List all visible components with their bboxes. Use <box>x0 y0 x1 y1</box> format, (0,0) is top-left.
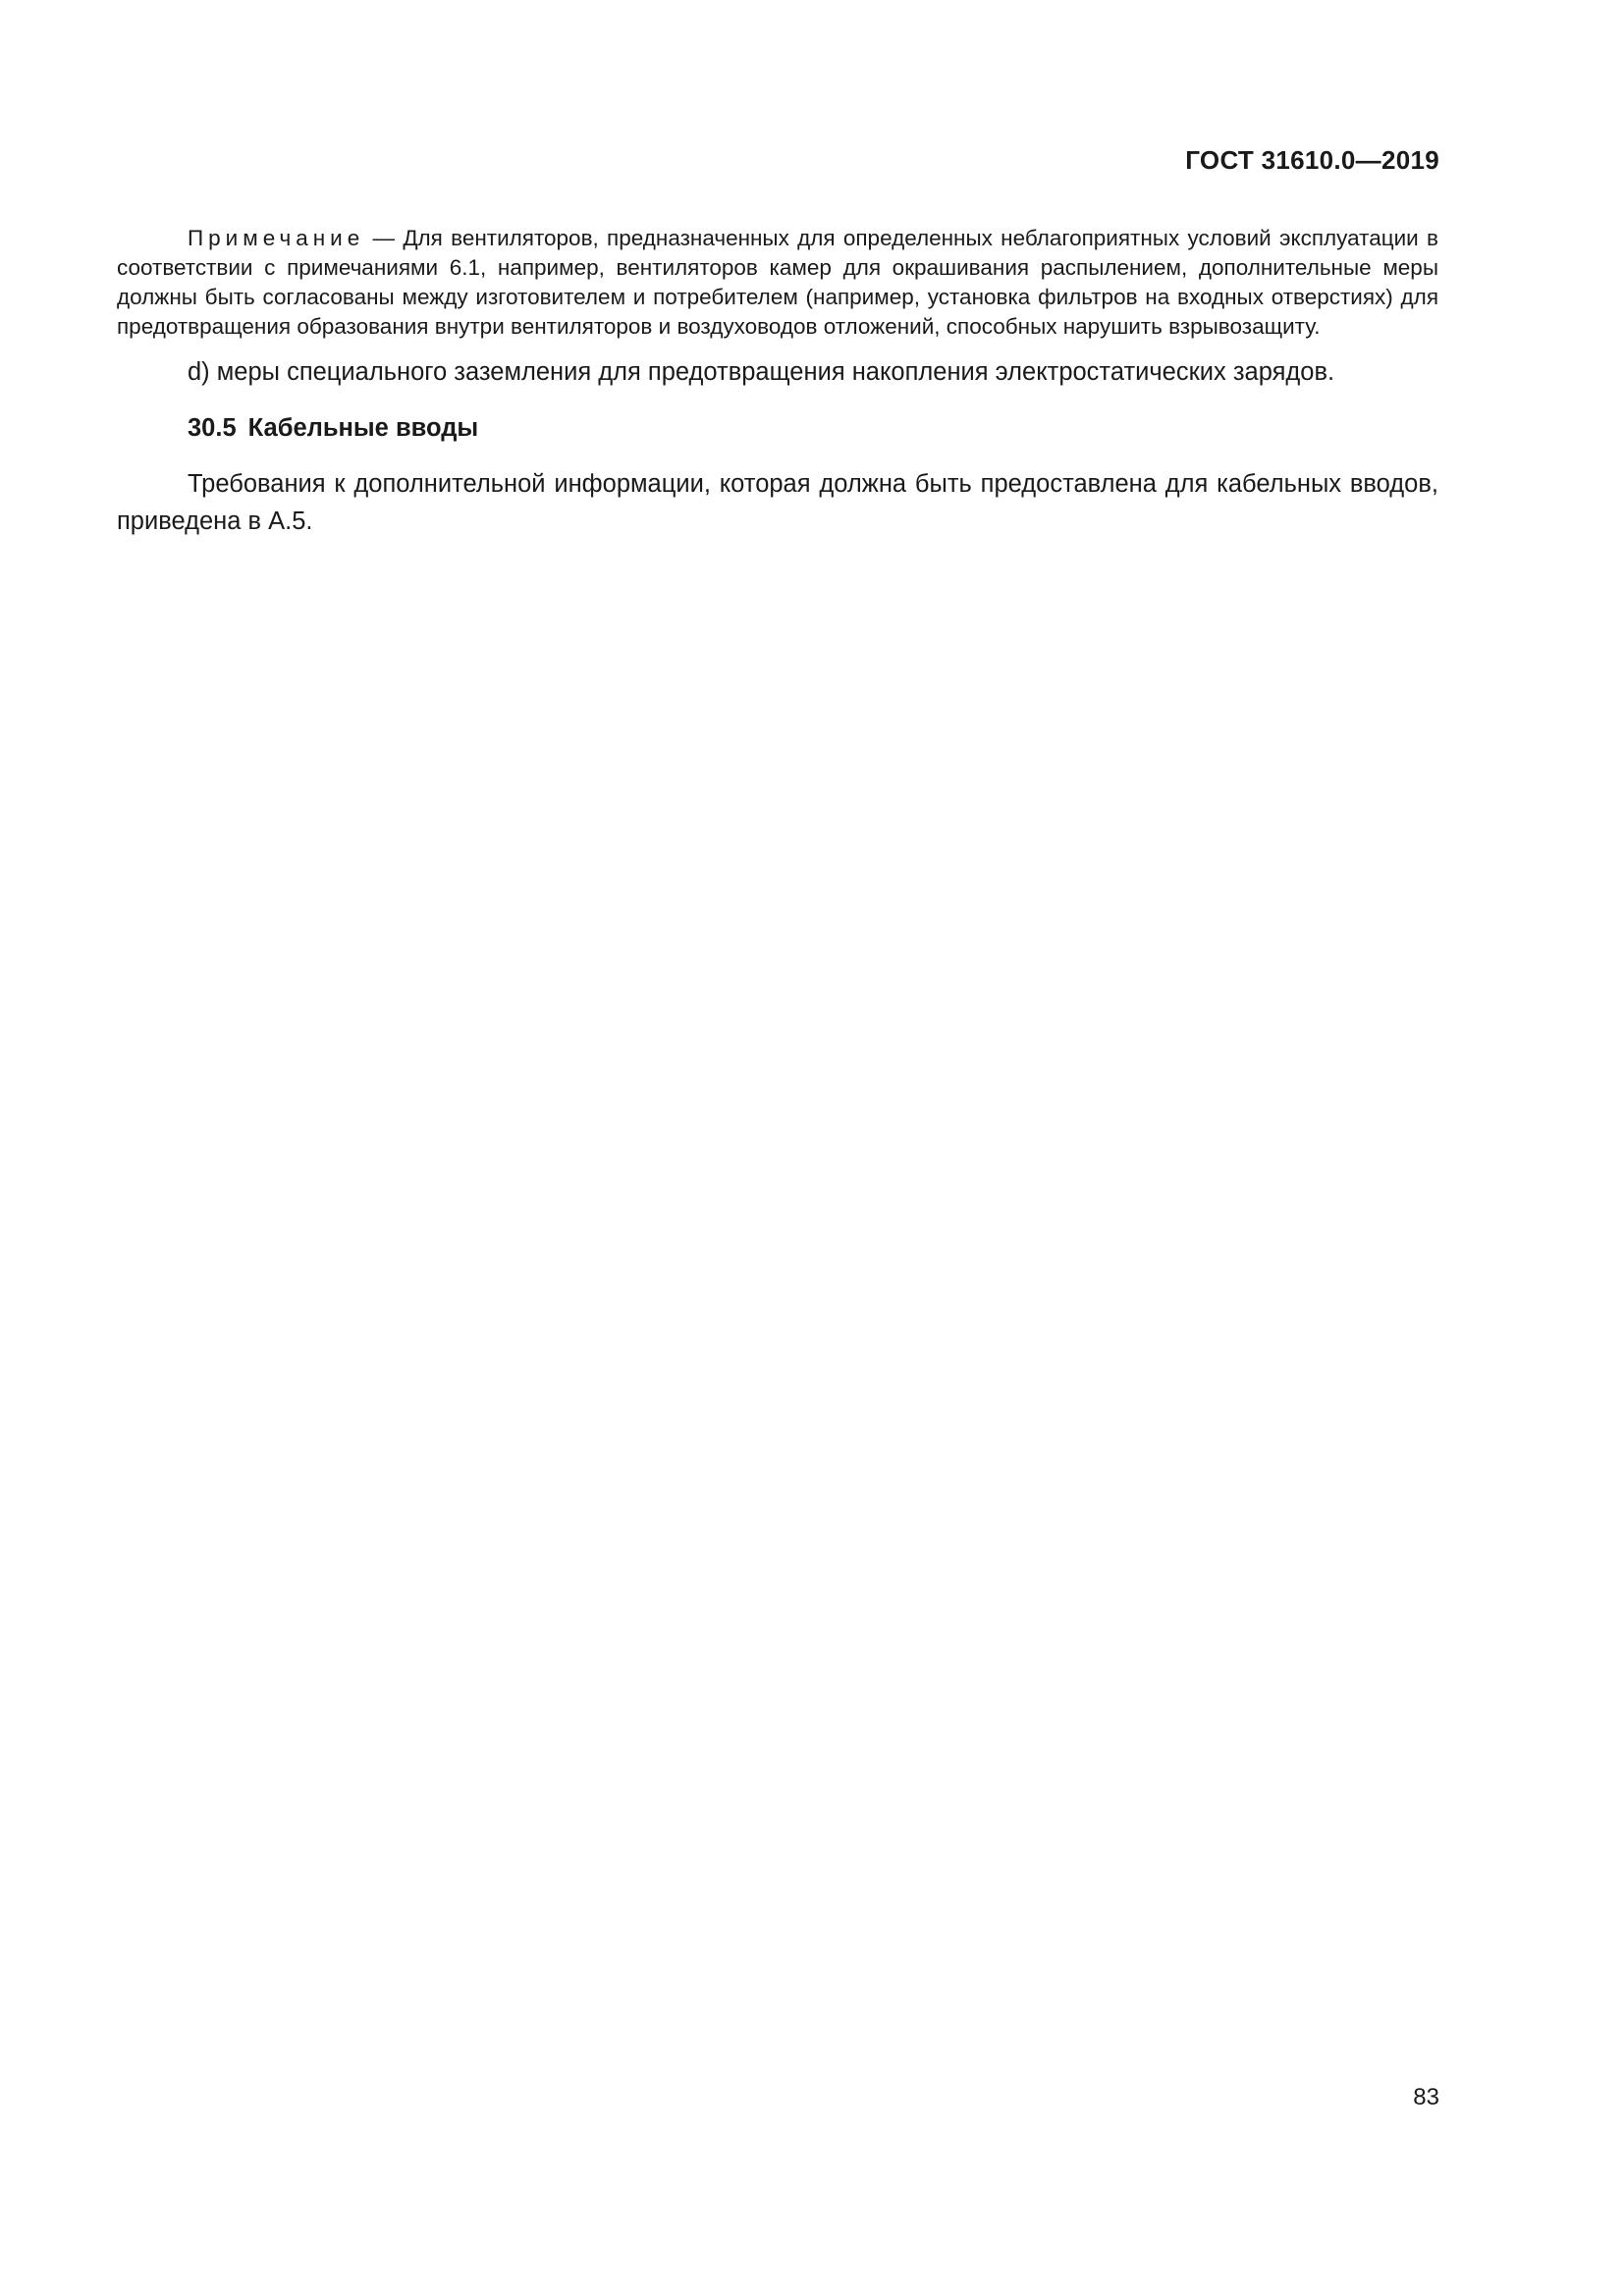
page-number: 83 <box>1413 2084 1439 2110</box>
document-id-header: ГОСТ 31610.0—2019 <box>1185 145 1439 175</box>
note-text: Для вентиляторов, предназначенных для определенных неблагоприятных условий эксплуатации в соответствии с примечаниями 6.1, например, вентиляторов камер для окрашивания распылением, дополнительные меры должны быть согласованы между изготовителем и потребителем (например, установка фильтров на входных отверстиях) для предотвращения образования внутри вентиляторов и воздуховодов отложений, способных нарушить взрывозащиту. <box>117 226 1438 339</box>
section-number: 30.5 <box>188 414 237 442</box>
page-content <box>117 224 1438 540</box>
list-item-d: d) меры специального заземления для предотвращения накопления электростатических зарядов. <box>188 358 1335 386</box>
section-heading <box>117 409 1438 447</box>
section-title: Кабельные вводы <box>247 414 479 442</box>
note-paragraph <box>117 224 1438 342</box>
note-dash: — <box>364 226 404 250</box>
note-label: Примечание <box>188 226 365 250</box>
section-body-paragraph: Требования к дополнительной информации, которая должна быть предоставлена для кабельных вводов, приведена в А.5. <box>117 470 1438 535</box>
